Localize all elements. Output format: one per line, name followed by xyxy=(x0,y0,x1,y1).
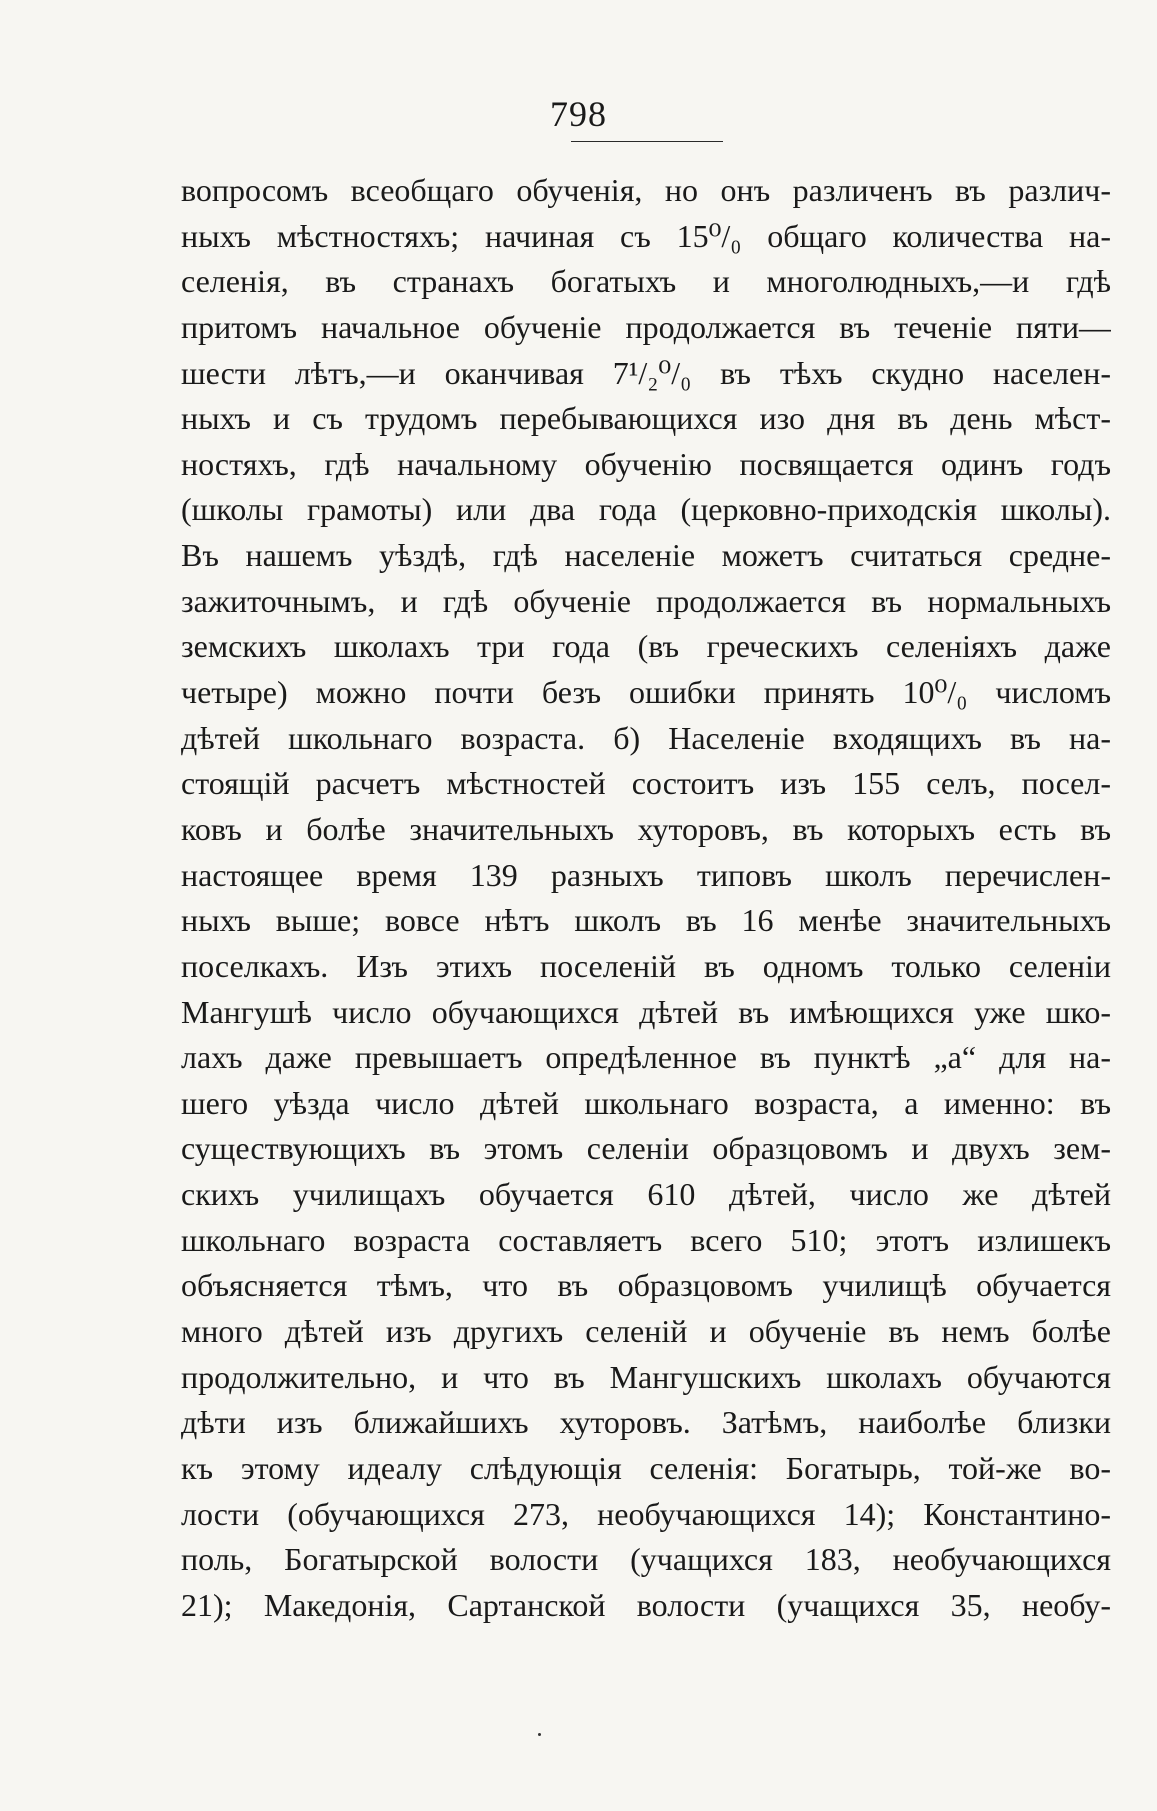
page-number: 798 xyxy=(550,94,607,134)
text-line: дѣтей школьнаго возраста. б) Населеніе входящихъ въ на- xyxy=(181,719,1111,756)
text-line: поселкахъ. Изъ этихъ поселеній въ одномъ только селеніи xyxy=(181,947,1111,984)
text-line: скихъ училищахъ обучается 610 дѣтей, число же дѣтей xyxy=(181,1176,1111,1213)
text-line: ныхъ мѣстностяхъ; начиная съ 15⁰/₀ общаго количества на- xyxy=(181,217,1111,254)
text-line: притомъ начальное обученіе продолжается въ теченіе пяти— xyxy=(181,308,1111,345)
text-line: ныхъ и съ трудомъ перебывающихся изо дня въ день мѣст- xyxy=(181,400,1111,437)
text-line: вопросомъ всеобщаго обученія, но онъ различенъ въ различ- xyxy=(181,172,1111,208)
text-line: много дѣтей изъ другихъ селеній и обученіе въ немъ болѣе xyxy=(181,1313,1111,1350)
text-line: Въ нашемъ уѣздѣ, гдѣ населеніе можетъ считаться средне- xyxy=(181,537,1111,574)
text-line: ностяхъ, гдѣ начальному обученію посвящается одинъ годъ xyxy=(181,445,1111,482)
text-line: Мангушѣ число обучающихся дѣтей въ имѣющихся уже шко- xyxy=(181,993,1111,1030)
print-speck xyxy=(538,1733,541,1736)
text-line: школьнаго возраста составляетъ всего 510; этотъ излишекъ xyxy=(181,1221,1111,1258)
text-line: (школы грамоты) или два года (церковно-приходскія школы). xyxy=(181,491,1111,528)
text-line: селенія, въ странахъ богатыхъ и многолюдныхъ,—и гдѣ xyxy=(181,263,1111,300)
text-line: къ этому идеалу слѣдующія селенія: Богатырь, той-же во- xyxy=(181,1449,1111,1486)
text-line: четыре) можно почти безъ ошибки принять 10⁰/₀ числомъ xyxy=(181,674,1111,711)
page-number-rule xyxy=(571,141,723,142)
text-line: зажиточнымъ, и гдѣ обученіе продолжается въ нормальныхъ xyxy=(181,582,1111,619)
text-line: лости (обучающихся 273, необучающихся 14); Константино- xyxy=(181,1495,1111,1532)
text-line: стоящій расчетъ мѣстностей состоитъ изъ 155 селъ, посел- xyxy=(181,765,1111,802)
text-line: ныхъ выше; вовсе нѣтъ школъ въ 16 менѣе значительныхъ xyxy=(181,902,1111,939)
text-line: лахъ даже превышаетъ опредѣленное въ пунктѣ „а“ для на- xyxy=(181,1039,1111,1076)
text-line: шести лѣтъ,—и оканчивая 7¹/₂⁰/₀ въ тѣхъ скудно населен- xyxy=(181,354,1111,391)
body-text xyxy=(181,168,1111,1629)
text-line: ковъ и болѣе значительныхъ хуторовъ, въ которыхъ есть въ xyxy=(181,810,1111,847)
text-line: объясняется тѣмъ, что въ образцовомъ училищѣ обучается xyxy=(181,1267,1111,1304)
text-line: продолжительно, и что въ Мангушскихъ школахъ обучаются xyxy=(181,1358,1111,1395)
text-line: поль, Богатырской волости (учащихся 183, необучающихся xyxy=(181,1541,1111,1578)
text-line: существующихъ въ этомъ селеніи образцовомъ и двухъ зем- xyxy=(181,1130,1111,1167)
text-line: настоящее время 139 разныхъ типовъ школъ перечислен- xyxy=(181,856,1111,893)
text-line: шего уѣзда число дѣтей школьнаго возраста, а именно: въ xyxy=(181,1084,1111,1121)
text-line: дѣти изъ ближайшихъ хуторовъ. Затѣмъ, наиболѣе близки xyxy=(181,1404,1111,1441)
text-line: земскихъ школахъ три года (въ греческихъ селеніяхъ даже xyxy=(181,628,1111,665)
text-line: 21); Македонія, Сартанской волости (учащихся 35, необу- xyxy=(181,1586,1111,1623)
